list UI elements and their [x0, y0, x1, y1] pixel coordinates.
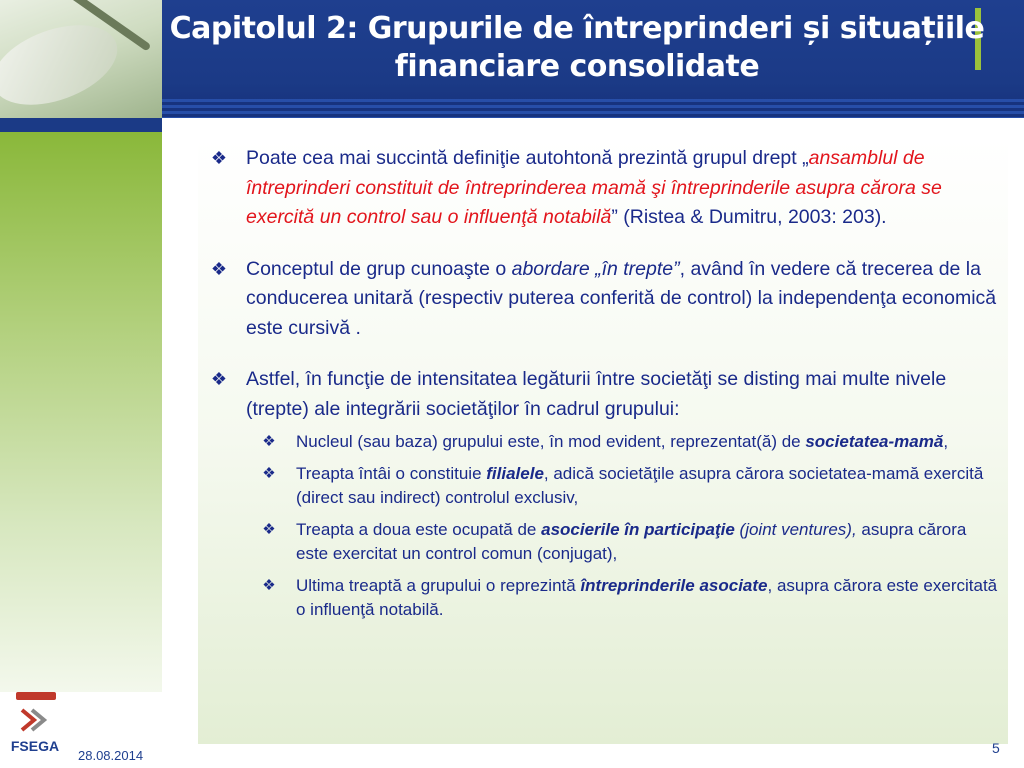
sub-bullet-text: , asupra cărora este exercitată o influenţă notabilă.: [296, 576, 998, 619]
sub-bullet-last-level: [208, 574, 998, 622]
bullet-concept: [208, 255, 998, 344]
slide-title-line1: Capitolul 2: Grupurile de întreprinderi și situațiile: [169, 11, 985, 46]
bullet-emphasis: abordare „în trepte”: [511, 257, 680, 280]
logo-mark: [18, 704, 50, 736]
sub-bullet-first-level: [208, 462, 998, 510]
sub-bullet-emphasis: (joint ventures),: [734, 520, 857, 539]
sub-bullet-term: asocierile în participaţie: [541, 520, 735, 539]
sub-bullet-second-level: [208, 518, 998, 566]
page-number: 5: [992, 740, 1000, 756]
bullet-definition: [208, 144, 998, 233]
slide-title-line2: financiare consolidate: [394, 49, 760, 84]
bullet-text: Astfel, în funcţie de intensitatea legăturii între societăţi se disting mai multe nivele (trepte) ale integrării societăţilor în cadrul grupului:: [246, 368, 947, 420]
bullet-diamond-icon: ❖: [262, 433, 276, 450]
slide-title: [162, 10, 992, 86]
bullet-text: ” (Ristea & Dumitru, 2003: 203).: [611, 206, 887, 228]
bullet-text: Poate cea mai succintă definiţie autohtonă prezintă grupul drept „: [246, 147, 809, 169]
sub-bullet-text: asupra cărora este exercitat un control comun (conjugat),: [296, 520, 967, 563]
logo-text: FSEGA: [10, 738, 60, 754]
sub-bullet-text: , adică societăţile asupra cărora societatea-mamă exercită (direct sau indirect) controlul exclusiv,: [296, 464, 984, 507]
definition-quote: ansamblul de întreprinderi constituit de întreprinderea mamă şi întreprinderile asupra cărora se exercită un control sau o influenţă notabilă: [246, 147, 942, 228]
photo-hand: [0, 10, 128, 118]
header-underline: [0, 118, 162, 132]
sub-bullet-text: Treapta a doua este ocupată de: [296, 520, 542, 539]
sub-bullet-term: societatea-mamă: [805, 432, 944, 451]
bullet-diamond-icon: ❖: [262, 521, 276, 538]
bullet-diamond-icon: ❖: [210, 258, 228, 279]
sub-bullet-term: filialele: [486, 464, 544, 483]
sub-bullet-text: ,: [943, 432, 949, 451]
bullet-diamond-icon: ❖: [210, 148, 228, 168]
sub-bullet-text: Nucleul (sau baza) grupului este, în mod evident, reprezentat(ă) de: [296, 432, 806, 451]
bullet-text: Conceptul de grup cunoaşte o: [246, 257, 512, 280]
bullet-diamond-icon: ❖: [262, 465, 276, 482]
bullet-diamond-icon: ❖: [262, 577, 276, 594]
fsega-logo-icon: [4, 690, 66, 762]
bullet-list: [208, 144, 998, 630]
sidebar-gradient: [0, 132, 162, 692]
slide-date: 28.08.2014: [78, 748, 144, 763]
sub-bullet-term: întreprinderile asociate: [580, 576, 768, 595]
bullet-diamond-icon: ❖: [210, 369, 228, 389]
logo-banner: [16, 692, 56, 700]
header-stripe: [162, 99, 1024, 118]
header-photo: [0, 0, 162, 118]
bullet-text: , având în vedere că trecerea de la conducerea unitară (respectiv puterea conferită de control) la independenţa economică este cursivă .: [246, 257, 997, 339]
sub-bullet-text: Treapta întâi o constituie: [296, 464, 487, 483]
sub-bullet-text: Ultima treaptă a grupului o reprezintă: [296, 576, 581, 595]
bullet-levels: [208, 365, 998, 424]
sub-bullet-nucleus: [208, 430, 998, 454]
